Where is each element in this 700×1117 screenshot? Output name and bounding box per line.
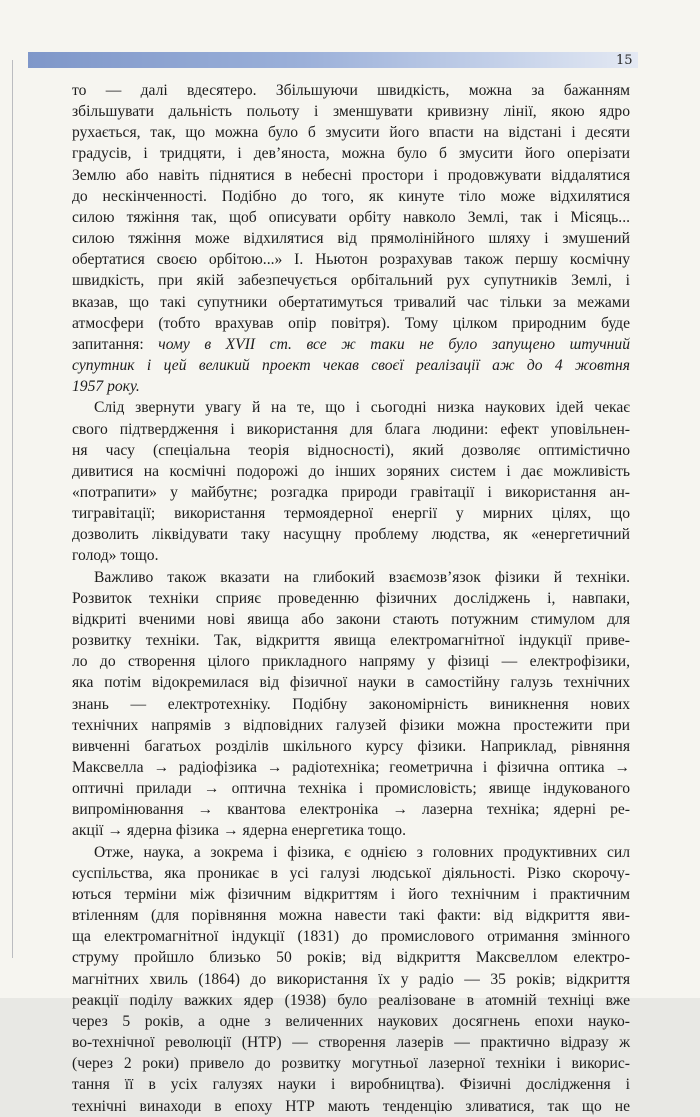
text-line: випромінювання → квантова електроніка → лазерна техніка; ядерні ре- xyxy=(72,801,630,819)
paragraph-4 xyxy=(72,842,630,1117)
page-edge-rule xyxy=(12,60,13,958)
text-line: розвитку техніки. Так, відкриття явища електромагнітної індукції приве- xyxy=(72,632,630,650)
text-line: струму пройшло близько 50 років; від відкриття Максвеллом електро- xyxy=(72,949,630,967)
text-line: ються терміни між фізичним відкриттям і його технічним і практичним xyxy=(72,885,630,903)
text-line xyxy=(72,334,630,355)
text-line: оптичні прилади → оптична техніка і промисловість; явище індукованого xyxy=(72,780,630,798)
text-line: до нескінченності. Подібно до того, як кинуте тіло може відхилятися xyxy=(72,187,630,205)
text-line: 1957 року. xyxy=(72,378,140,396)
text-line: атмосфери (тобто врахував опір повітря). Тому цілком природним буде xyxy=(72,314,630,332)
text-line: силою тяжіння може відхилятися від прямолінійного шляху і змушений xyxy=(72,230,630,248)
paragraph-1 xyxy=(72,80,630,397)
text-line: Розвиток техніки сприяє проведенню фізичних досліджень і, навпаки, xyxy=(72,589,630,607)
text-line: акції → ядерна фізика → ядерна енергетика тощо. xyxy=(72,822,406,840)
paragraph-3 xyxy=(72,567,630,842)
text-line: Землю або навіть піднятися в небесні простори і продовжувати віддалятися xyxy=(72,166,630,184)
text-line: обертатися своєю орбітою...» І. Ньютон розрахував також першу космічну xyxy=(72,251,630,269)
text-line: рухається, так, що можна було б змусити його впасти на відстані і десяти xyxy=(72,124,630,142)
text-line: швидкість, при якій забезпечується орбітальний рух супутників Землі, і xyxy=(72,272,630,290)
text-line: відкриті вченими нові явища або закони стають потужним стимулом для xyxy=(72,610,630,628)
text-line: реакції поділу важких ядер (1938) було реалізоване в атомній техніці вже xyxy=(72,991,630,1009)
text-line: суспільства, яка проникає в усі галузі людської діяльності. Різко скорочу- xyxy=(72,864,630,882)
question-lead: запитання: xyxy=(72,335,159,353)
text-line: ня часу (спеціальна теорія відносності), який дозволяє оптимістично xyxy=(72,441,630,459)
text-line: ща електромагнітної індукції (1831) до промислового отримання змінного xyxy=(72,928,630,946)
text-line: во-технічної революції (НТР) — створення лазерів — практично відразу ж xyxy=(72,1034,630,1052)
text-line: то — далі вдесятеро. Збільшуючи швидкість, можна за бажанням xyxy=(72,82,630,99)
text-line: яка потім відокремилася від фізичної науки в самостійну галузь технічних xyxy=(72,674,630,692)
text-line: знань — електротехніку. Подібну закономірність виникнення нових xyxy=(72,695,630,713)
text-line: втіленням (для порівняння можна навести такі факти: від відкриття яви- xyxy=(72,907,630,925)
text-line: Важливо також вказати на глибокий взаємозв’язок фізики й техніки. xyxy=(94,568,630,586)
text-line: вказав, що такі супутники обертатимуться тривалий час тільки за межами xyxy=(72,293,630,311)
text-line: технічні винаходи в епоху НТР мають тенденцію зливатися, так що не xyxy=(72,1097,630,1115)
text-line: Слід звернути увагу й на те, що і сьогодні низка наукових ідей чекає xyxy=(94,399,630,417)
text-line: магнітних хвиль (1864) до використання їх у радіо — 35 років; відкриття xyxy=(72,970,630,988)
text-line: градусів, і тридцяти, і дев’яноста, можна було б змусити його оперізати xyxy=(72,145,630,163)
text-line: «потрапити» у майбутнє; розгадка природи гравітації і використання ан- xyxy=(72,483,630,501)
paragraph-2 xyxy=(72,397,630,566)
text-line: збільшувати дальність польоту і зменшувати кривизну лінії, якою ядро xyxy=(72,103,630,121)
page-number: 15 xyxy=(616,53,633,68)
text-line: Отже, наука, а зокрема і фізика, є однією з головних продуктивних сил xyxy=(94,843,630,861)
text-line: свого підтвердження і використання для блага людини: ефект уповільнен- xyxy=(72,420,630,438)
text-line: дозволить ліквідувати таку насущну проблему людства, як «енергетичний xyxy=(72,526,630,544)
header-band xyxy=(28,52,638,68)
main-text xyxy=(72,80,630,1117)
text-line: (через 2 роки) привело до розвитку могутньої лазерної техніки і викорис- xyxy=(72,1055,630,1073)
text-line: тигравітації; використання термоядерної енергії у мирних цілях, що xyxy=(72,505,630,523)
text-line: дивитися на космічні подорожі до інших зоряних систем і дає можливість xyxy=(72,462,630,480)
text-line: технічних напрямів з відповідних галузей фізики можна простежити при xyxy=(72,716,630,734)
question-italic: чому в XVII ст. все ж таки не було запущено штучний xyxy=(158,335,630,353)
text-line: ло до створення цілого прикладного напряму у фізиці — електрофізики, xyxy=(72,653,630,671)
text-line: через 5 років, а одне з величенних наукових досягнень епохи науко- xyxy=(72,1012,630,1030)
text-line: Максвелла → радіофізика → радіотехніка; геометрична і фізична оптика → xyxy=(72,759,630,776)
text-line: силою тяжіння так, щоб описувати орбіту навколо Землі, так і Місяць... xyxy=(72,208,630,226)
text-line: тання її в усіх галузях науки і виробництва). Фізичні дослідження і xyxy=(72,1076,630,1094)
text-line: вивченні багатьох розділів шкільного курсу фізики. Наприклад, рівняння xyxy=(72,737,630,755)
text-line: голод» тощо. xyxy=(72,547,159,565)
text-line: супутник і цей великий проект чекав своєї реалізації аж до 4 жовтня xyxy=(72,357,630,375)
